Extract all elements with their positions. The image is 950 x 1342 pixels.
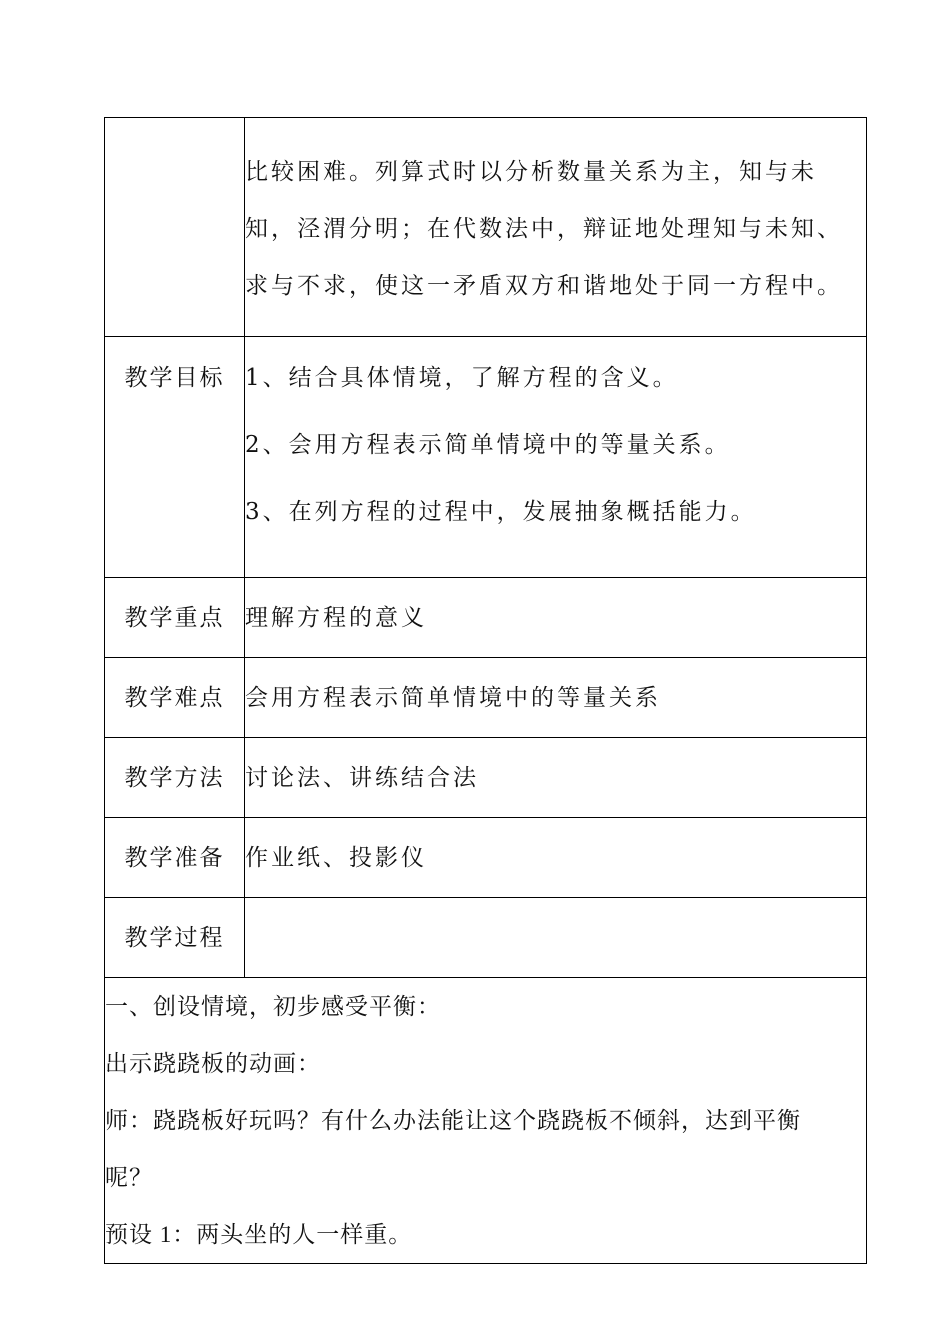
table-row-key-point xyxy=(105,578,867,658)
preparation-value: 作业纸、投影仪 xyxy=(245,818,867,898)
method-value: 讨论法、讲练结合法 xyxy=(245,738,867,818)
process-label: 教学过程 xyxy=(105,898,245,978)
lesson-plan-table xyxy=(104,117,867,1264)
intro-label-cell xyxy=(105,118,245,337)
process-line: 呢？ xyxy=(105,1165,153,1190)
table-row-method xyxy=(105,738,867,818)
process-body-cell xyxy=(105,978,867,1264)
process-line: 一、创设情境，初步感受平衡： xyxy=(105,994,441,1019)
process-line: 预设 1：两头坐的人一样重。 xyxy=(105,1222,413,1247)
goals-label: 教学目标 xyxy=(105,337,245,578)
goal-item: 1、结合具体情境，了解方程的含义。 xyxy=(245,365,679,391)
table-row-process xyxy=(105,898,867,978)
process-line: 出示跷跷板的动画： xyxy=(105,1051,321,1076)
process-line: 师：跷跷板好玩吗？有什么办法能让这个跷跷板不倾斜，达到平衡 xyxy=(105,1108,801,1133)
difficulty-label: 教学难点 xyxy=(105,658,245,738)
table-row-intro xyxy=(105,118,867,337)
intro-line: 求与不求，使这一矛盾双方和谐地处于同一方程中。 xyxy=(245,273,843,299)
goal-item: 2、会用方程表示简单情境中的等量关系。 xyxy=(245,432,731,458)
table-row-process-body xyxy=(105,978,867,1264)
table-row-difficulty xyxy=(105,658,867,738)
method-label: 教学方法 xyxy=(105,738,245,818)
intro-line: 比较困难。列算式时以分析数量关系为主，知与未 xyxy=(245,159,817,185)
table-row-goals xyxy=(105,337,867,578)
goal-item: 3、在列方程的过程中，发展抽象概括能力。 xyxy=(245,499,757,525)
intro-content-cell xyxy=(245,118,867,337)
process-empty-cell xyxy=(245,898,867,978)
preparation-label: 教学准备 xyxy=(105,818,245,898)
intro-line: 知，泾渭分明；在代数法中，辩证地处理知与未知、 xyxy=(245,216,843,242)
key-point-label: 教学重点 xyxy=(105,578,245,658)
difficulty-value: 会用方程表示简单情境中的等量关系 xyxy=(245,658,867,738)
key-point-value: 理解方程的意义 xyxy=(245,578,867,658)
goals-content-cell xyxy=(245,337,867,578)
table-row-preparation xyxy=(105,818,867,898)
